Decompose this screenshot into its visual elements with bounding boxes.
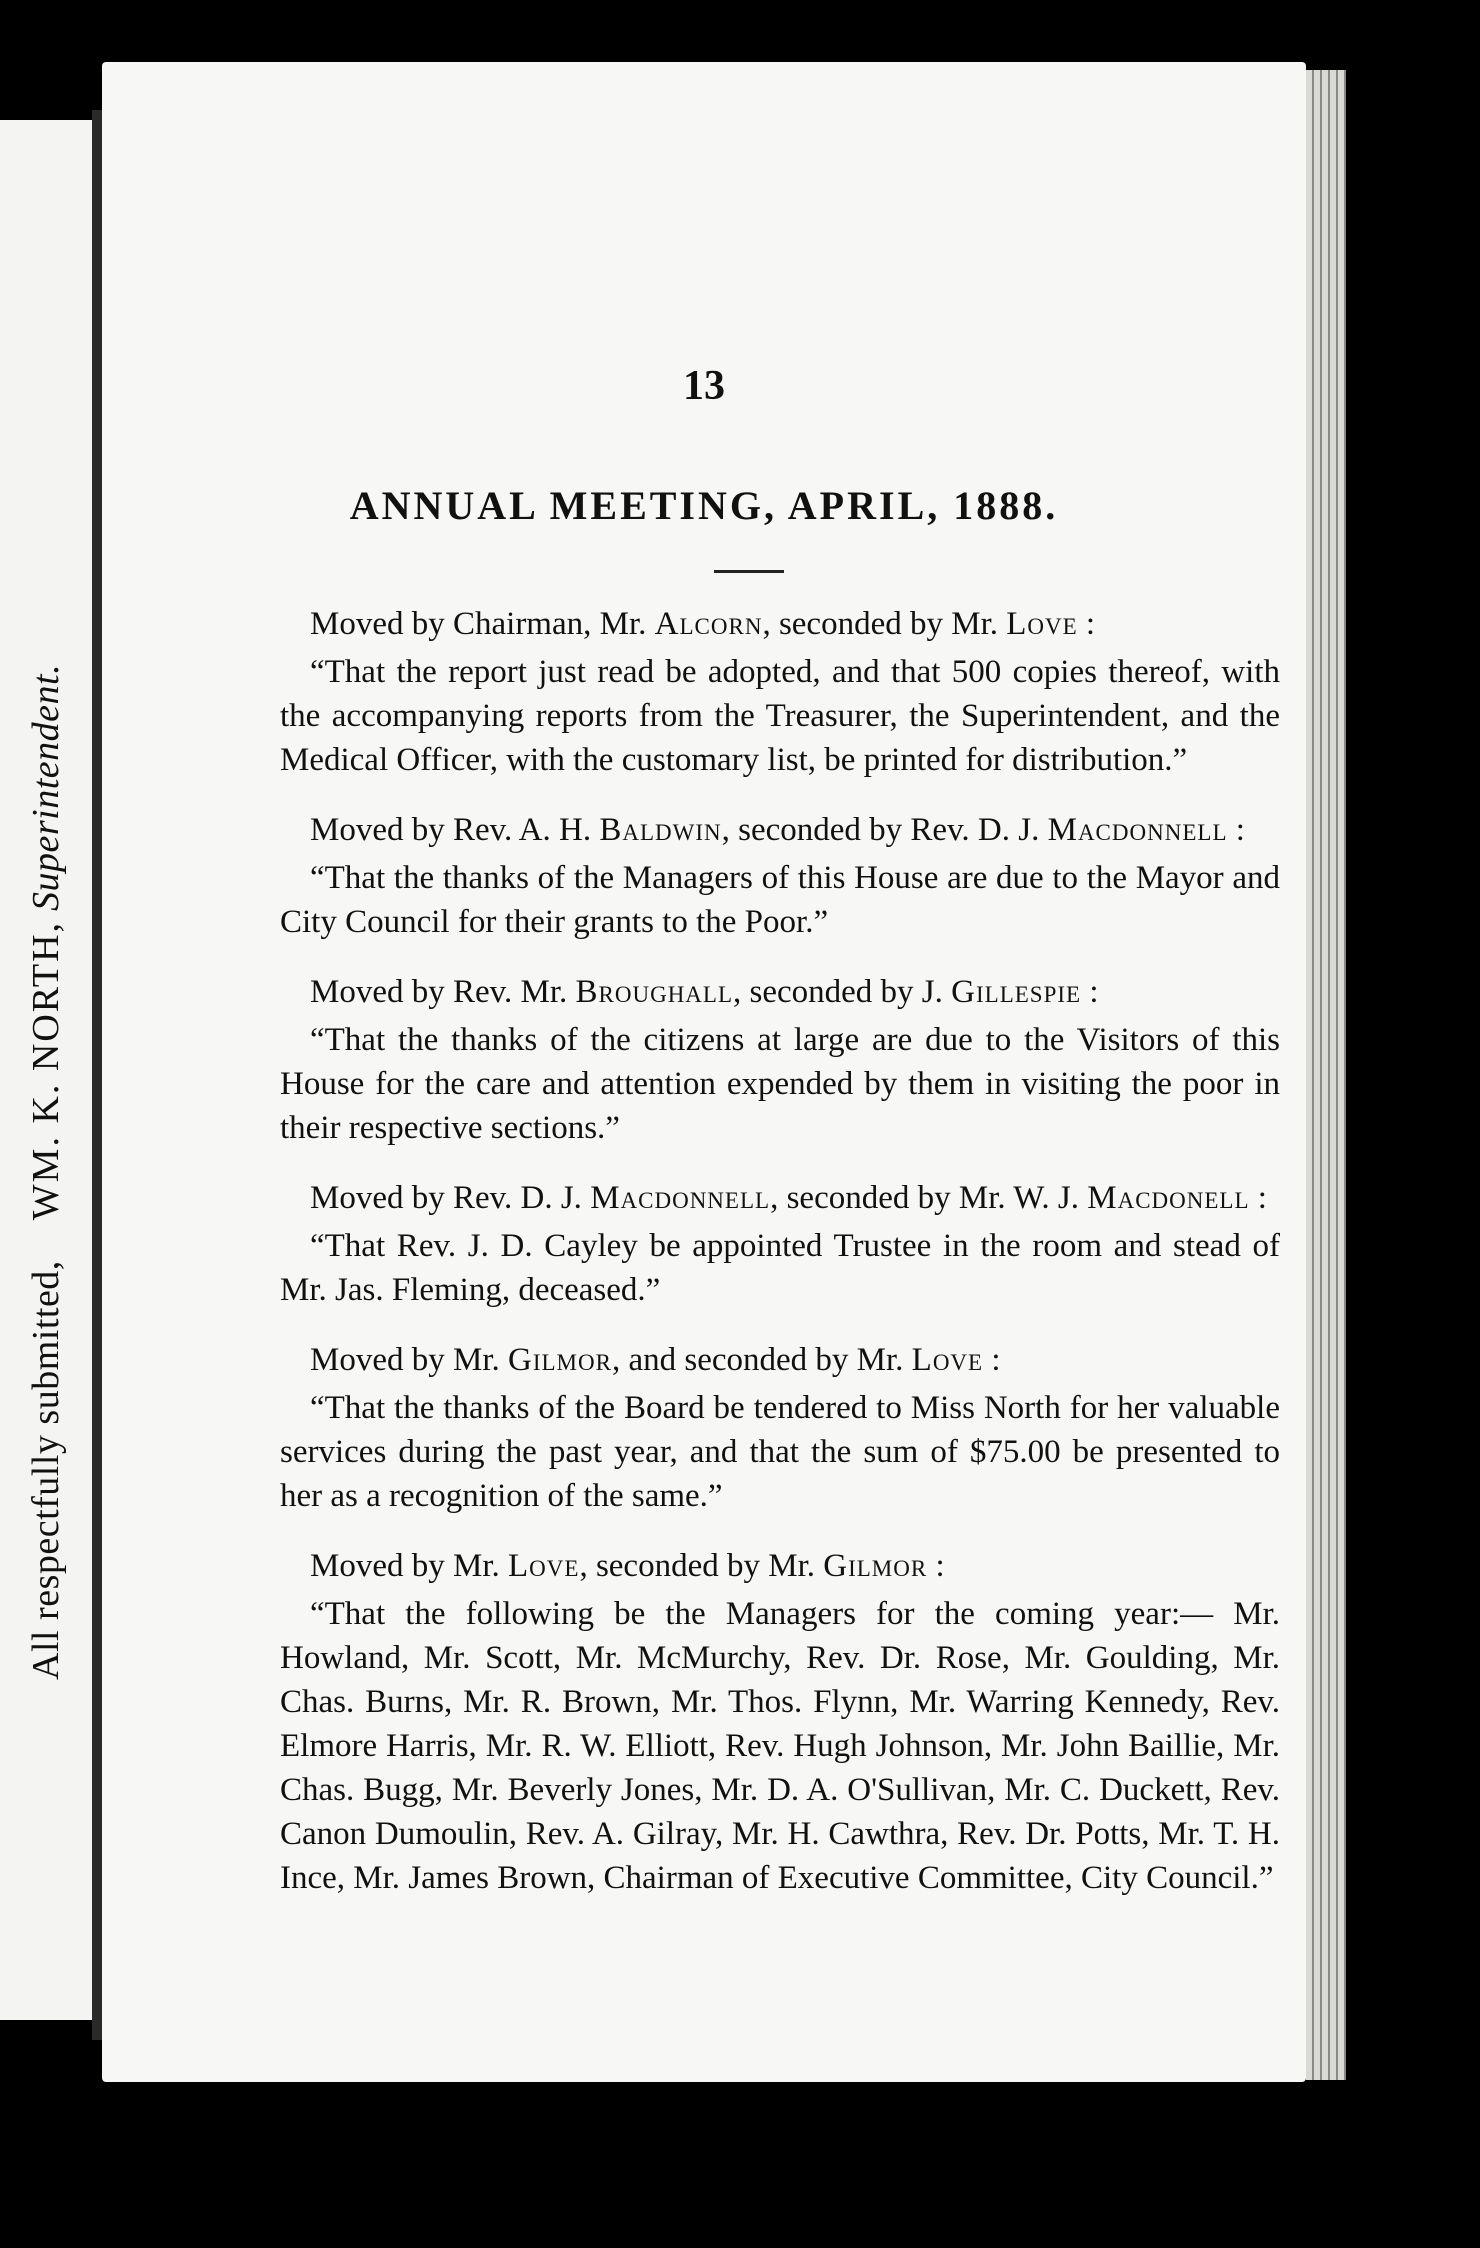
motion-line: Moved by Rev. Mr. Broughall, seconded by J. Gillespie : xyxy=(310,974,1099,1010)
signature-line xyxy=(10,560,82,1680)
motion-line: Moved by Rev. A. H. Baldwin, seconded by Rev. D. J. Macdonnell : xyxy=(310,812,1245,848)
resolution-text: “That the thanks of the Managers of this House are due to the Mayor and City Council for their grants to the Poor.” xyxy=(280,860,1280,940)
resolution-text: “That the following be the Managers for the coming year:— Mr. Howland, Mr. Scott, Mr. McMurchy, Rev. Dr. Rose, Mr. Goulding, Mr. Chas. Burns, Mr. R. Brown, Mr. Thos. Flynn, Mr. Warring Kennedy, Rev. Elmore Harris, Mr. R. W. Elliott, Rev. Hugh Johnson, Mr. John Baillie, Mr. Chas. Bugg, Mr. Beverly Jones, Mr. D. A. O'Sullivan, Mr. C. Duckett, Rev. Canon Dumoulin, Rev. A. Gilray, Mr. H. Cawthra, Rev. Dr. Potts, Mr. T. H. Ince, Mr. James Brown, Chairman of Executive Committee, City Council.” xyxy=(280,1596,1280,1896)
resolution-text: “That Rev. J. D. Cayley be appointed Trustee in the room and stead of Mr. Jas. Fleming, deceased.” xyxy=(280,1228,1280,1308)
resolution-text: “That the thanks of the citizens at large are due to the Visitors of this House for the care and attention expended by them in visiting the poor in their respective sections.” xyxy=(280,1022,1280,1146)
resolution-text: “That the report just read be adopted, and that 500 copies thereof, with the accompanying reports from the Treasurer, the Superintendent, and the Medical Officer, with the customary list, be printed for distribution.” xyxy=(280,654,1280,778)
signature-name: WM. K. NORTH, xyxy=(25,920,67,1221)
motion-line: Moved by Chairman, Mr. Alcorn, seconded by Mr. Love : xyxy=(310,606,1096,642)
resolution-text: “That the thanks of the Board be tendered to Miss North for her valuable services during the past year, and that the sum of $75.00 be presented to her as a recognition of the same.” xyxy=(280,1390,1280,1514)
signature-prefix: All respectfully submitted, xyxy=(25,1260,67,1680)
document-page xyxy=(102,62,1306,2082)
page-stack-edge xyxy=(1306,70,1346,2080)
minutes-body xyxy=(280,602,1280,1926)
motion-line: Moved by Mr. Love, seconded by Mr. Gilmor : xyxy=(310,1548,945,1584)
signature-role: Superintendent. xyxy=(25,663,67,911)
heading-rule xyxy=(714,570,784,573)
motion-line: Moved by Mr. Gilmor, and seconded by Mr. Love : xyxy=(310,1342,1001,1378)
book-gutter xyxy=(92,110,102,2040)
page-heading: ANNUAL MEETING, APRIL, 1888. xyxy=(349,483,1059,528)
page-number: 13 xyxy=(683,363,725,409)
motion-line: Moved by Rev. D. J. Macdonnell, seconded by Mr. W. J. Macdonell : xyxy=(310,1180,1267,1216)
